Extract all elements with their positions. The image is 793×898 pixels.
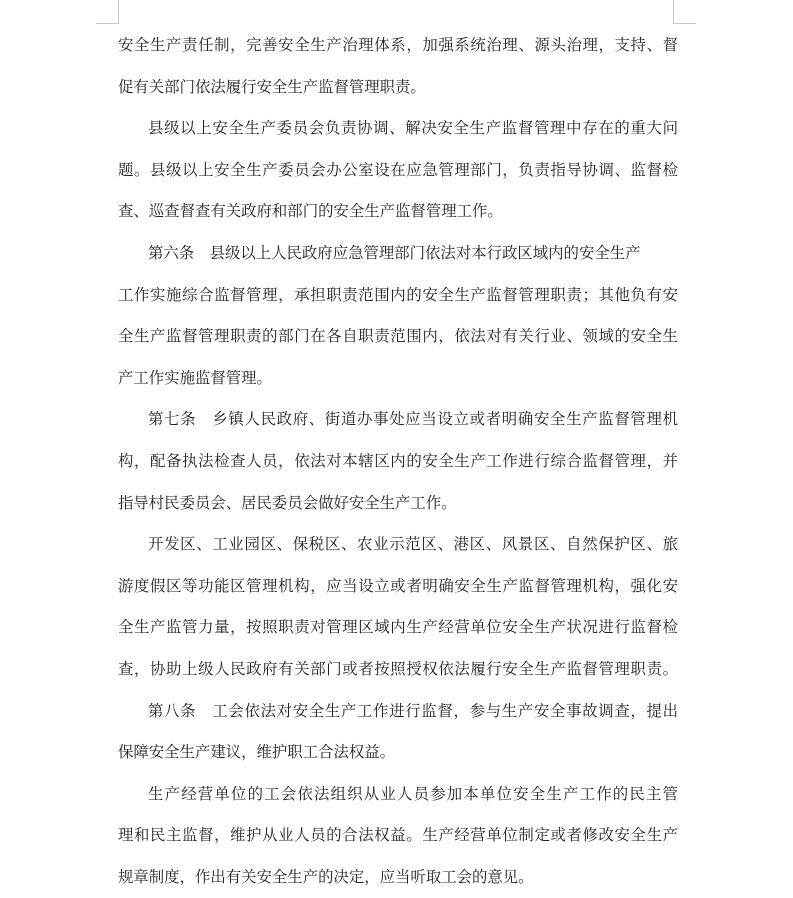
- paragraph: [118, 399, 678, 524]
- text-line: 构，配备执法检查人员，依法对本辖区内的安全生产工作进行综合监督管理，并: [118, 451, 678, 470]
- document-body[interactable]: [118, 25, 678, 898]
- text-line: 第六条 县级以上人民政府应急管理部门依法对本行政区域内的安全生产: [148, 243, 641, 262]
- text-line: 第八条 工会依法对安全生产工作进行监督，参与生产安全事故调查，提出: [148, 701, 678, 720]
- text-line: 安全生产责任制，完善安全生产治理体系，加强系统治理、源头治理，支持、督: [118, 36, 678, 54]
- paragraph: [118, 25, 678, 108]
- text-line: 题。县级以上安全生产委员会办公室设在应急管理部门，负责指导协调、监督检: [118, 160, 678, 179]
- text-line: 第七条 乡镇人民政府、街道办事处应当设立或者明确安全生产监督管理机: [148, 410, 678, 429]
- paragraph: [118, 691, 678, 774]
- text-line: 游度假区等功能区管理机构，应当设立或者明确安全生产监督管理机构，强化安: [118, 576, 678, 595]
- paragraph: [118, 108, 678, 233]
- text-line: 生产经营单位的工会依法组织从业人员参加本单位安全生产工作的民主管: [148, 784, 678, 803]
- text-line: 全生产监管力量，按照职责对管理区域内生产经营单位安全生产状况进行监督检: [118, 618, 678, 637]
- text-line: 查，协助上级人民政府有关部门或者按照授权依法履行安全生产监督管理职责。: [118, 659, 678, 678]
- text-line: 保障安全生产建议，维护职工合法权益。: [118, 743, 396, 762]
- text-line: 规章制度，作出有关安全生产的决定，应当听取工会的意见。: [118, 867, 534, 886]
- text-line: 理和民主监督，维护从业人员的合法权益。生产经营单位制定或者修改安全生产: [118, 826, 678, 845]
- crop-mark-top-right: [673, 0, 696, 24]
- text-line: 促有关部门依法履行安全生产监督管理职责。: [118, 77, 426, 96]
- text-line: 产工作实施监督管理。: [118, 368, 272, 387]
- paragraph: [118, 233, 678, 399]
- text-line: 开发区、工业园区、保税区、农业示范区、港区、风景区、自然保护区、旅: [148, 535, 678, 554]
- text-line: 工作实施综合监督管理，承担职责范围内的安全生产监督管理职责；其他负有安: [118, 285, 678, 304]
- text-line: 查、巡查督查有关政府和部门的安全生产监督管理工作。: [118, 202, 503, 221]
- text-line: 全生产监督管理职责的部门在各自职责范围内，依法对有关行业、领域的安全生: [118, 327, 678, 346]
- paragraph: [118, 524, 678, 690]
- paragraph: [118, 774, 678, 898]
- text-line: 县级以上安全生产委员会负责协调、解决安全生产监督管理中存在的重大问: [148, 119, 678, 138]
- text-line: 指导村民委员会、居民委员会做好安全生产工作。: [118, 493, 457, 512]
- crop-mark-top-left: [96, 0, 119, 24]
